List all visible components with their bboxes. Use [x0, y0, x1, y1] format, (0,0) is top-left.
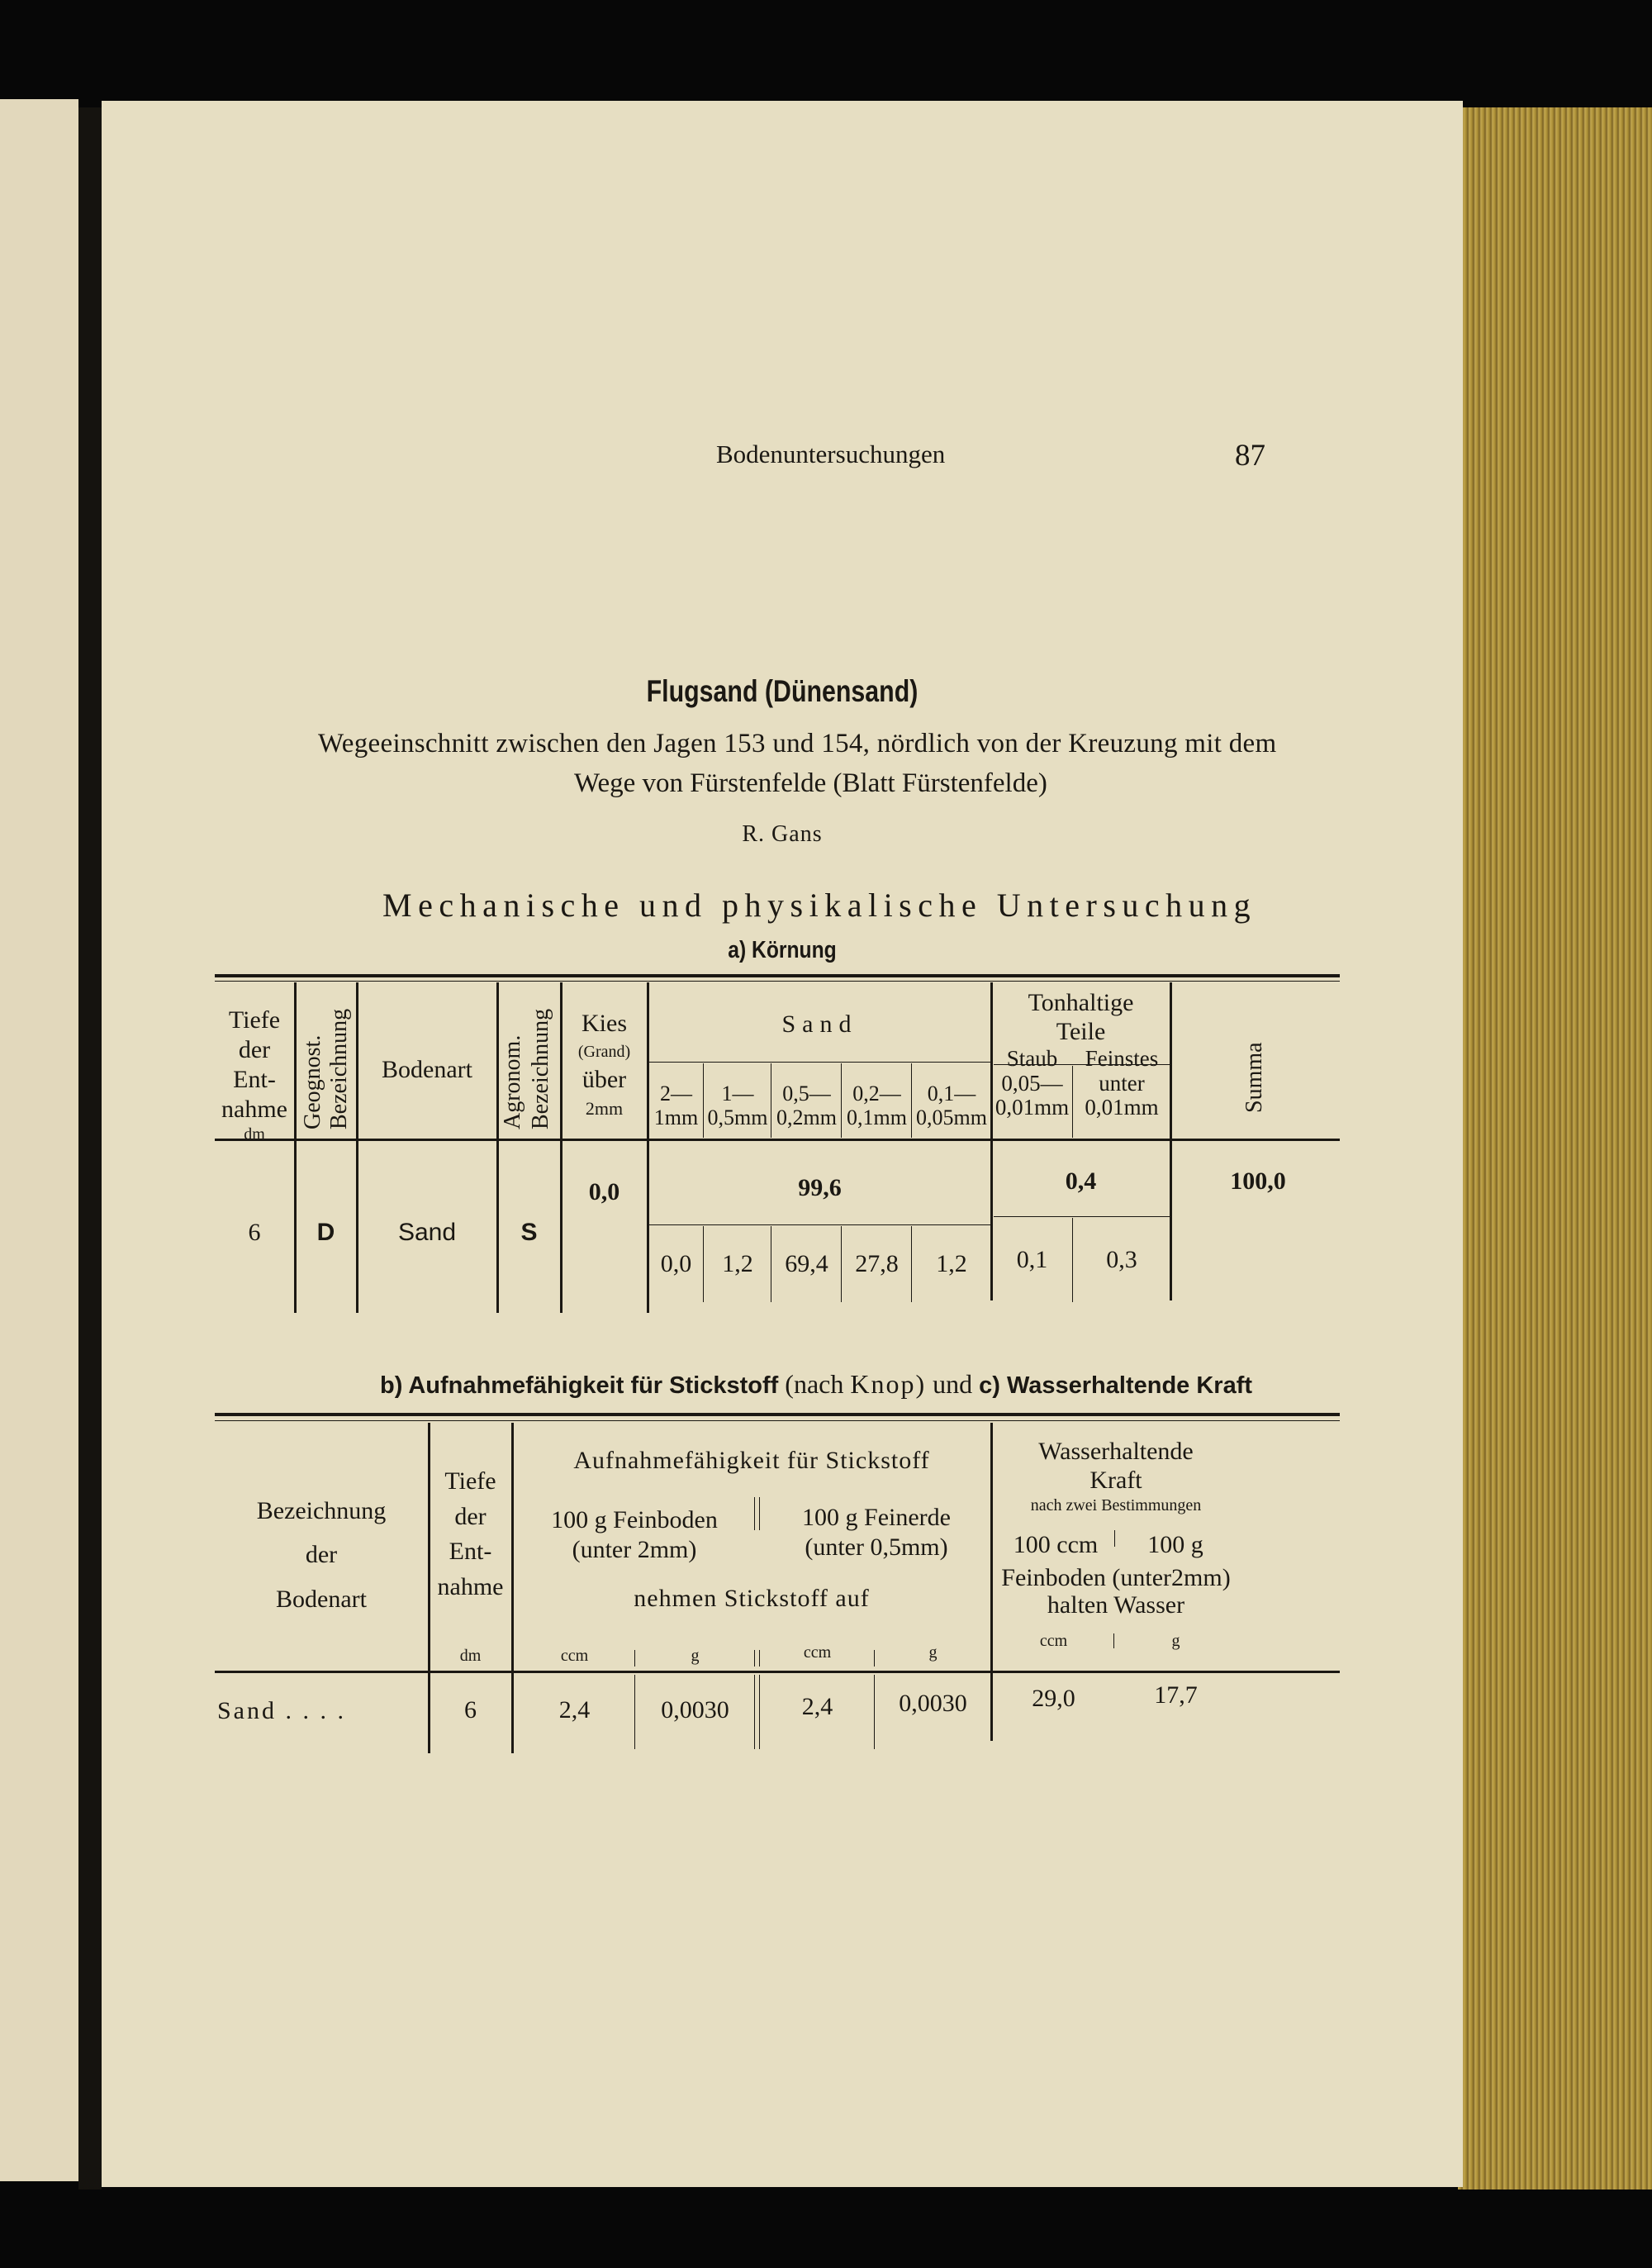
gutter [78, 107, 102, 2190]
unit-ccm-w: ccm [1039, 1632, 1068, 1650]
cell-sand-5: 1,2 [936, 1250, 967, 1277]
header-bezeichnung: Bezeichnung der Bodenart [256, 1497, 387, 1613]
header-bodenart: Bodenart [382, 1056, 472, 1083]
header-kies: Kies (Grand) über 2mm [577, 1010, 631, 1119]
header-feinerde: 100 g Feinerde (unter 0,5mm) [802, 1504, 951, 1561]
location-line-1: Wegeeinschnitt zwischen den Jagen 153 und 154, nördlich von der Kreuzung mit dem [318, 729, 1277, 758]
unit-g-2: g [928, 1643, 938, 1662]
header-sand-1-05: 1— 0,5mm [707, 1082, 768, 1129]
cell-wasser-g: 17,7 [1154, 1681, 1198, 1709]
cell-tiefe-b: 6 [464, 1696, 477, 1724]
cell-sand-3: 69,4 [785, 1250, 828, 1277]
header-wasser-100ccm: 100 ccm [1013, 1531, 1099, 1558]
cell-sand-2: 1,2 [722, 1250, 753, 1277]
unit-dm-b: dm [459, 1647, 482, 1665]
header-wasser-feinboden: Feinboden (unter2mm) [1001, 1564, 1231, 1591]
cell-sand-total: 99,6 [798, 1174, 842, 1201]
subheading-b-c: b) Aufnahmefähigkeit für Stickstoff (nach Knop) und c) Wasserhaltende Kraft [380, 1369, 1253, 1399]
header-agronom-1: Agronom. [500, 1034, 525, 1129]
unit-ccm-2: ccm [803, 1643, 832, 1662]
cell-sand-4: 27,8 [855, 1250, 899, 1277]
header-nehmen: nehmen Stickstoff auf [634, 1585, 870, 1612]
header-geognost-1: Geognost. [300, 1034, 325, 1129]
header-geognost-2: Bezeichnung [326, 1008, 352, 1129]
cell-wasser-ccm: 29,0 [1032, 1685, 1075, 1712]
subheading-a: a) Körnung [728, 937, 837, 963]
section-title: Flugsand (Dünensand) [646, 674, 919, 708]
section-heading: Mechanische und physikalische Untersuchung [382, 887, 1257, 924]
header-feinstes: Feinstes unter 0,01mm [1085, 1046, 1159, 1120]
page-number: 87 [1235, 439, 1265, 473]
location-line-2: Wege von Fürstenfelde (Blatt Fürstenfelde) [574, 768, 1047, 798]
header-sand: Sand [781, 1010, 858, 1038]
cell-feinboden-g: 0,0030 [661, 1696, 729, 1724]
header-agronom-2: Bezeichnung [528, 1008, 553, 1129]
header-feinboden: 100 g Feinboden (unter 2mm) [551, 1506, 718, 1563]
header-wasser: Wasserhaltende Kraft [1038, 1438, 1194, 1494]
cell-bodenart: Sand [397, 1219, 457, 1246]
cell-feinboden-ccm: 2,4 [558, 1696, 591, 1724]
header-sand-02-01: 0,2— 0,1mm [847, 1082, 907, 1129]
cell-geognost: D [316, 1219, 335, 1246]
cell-bodenart-b: Sand . . . . [217, 1697, 346, 1724]
cell-feinerde-ccm: 2,4 [801, 1693, 833, 1720]
cell-feinstes: 0,3 [1106, 1246, 1137, 1273]
previous-page-edge [0, 99, 78, 2181]
unit-g-w: g [1171, 1632, 1180, 1650]
cell-feinerde-g: 0,0030 [899, 1690, 967, 1717]
author: R. Gans [742, 821, 823, 847]
book-page-edges [1458, 107, 1652, 2190]
header-sand-05-02: 0,5— 0,2mm [776, 1082, 837, 1129]
cell-kies: 0,0 [588, 1178, 620, 1205]
cell-summa: 100,0 [1230, 1167, 1286, 1195]
header-sand-01-005: 0,1— 0,05mm [916, 1082, 987, 1129]
header-sand-2-1: 2— 1mm [653, 1082, 699, 1129]
header-nach-zwei: nach zwei Bestimmungen [1030, 1496, 1202, 1514]
book-page [102, 101, 1463, 2187]
header-summa: Summa [1241, 1042, 1267, 1113]
header-tiefe-b: Tiefe der Ent- nahme [437, 1467, 504, 1600]
unit-ccm-1: ccm [560, 1647, 589, 1665]
cell-ton-total: 0,4 [1065, 1167, 1097, 1195]
header-wasser-halten: halten Wasser [1047, 1591, 1185, 1619]
header-staub: Staub 0,05— 0,01mm [995, 1046, 1070, 1120]
running-header: Bodenuntersuchungen [716, 440, 946, 468]
cell-agronom: S [520, 1219, 538, 1246]
cell-staub: 0,1 [1016, 1246, 1048, 1273]
header-tiefe: Tiefe der Ent- nahme dm [221, 1006, 287, 1144]
header-aufnahme: Aufnahmefähigkeit für Stickstoff [573, 1447, 930, 1474]
header-tonhaltige: Tonhaltige Teile [1028, 989, 1134, 1045]
unit-g-1: g [691, 1647, 700, 1665]
cell-sand-1: 0,0 [660, 1250, 692, 1277]
header-wasser-100g: 100 g [1147, 1531, 1203, 1558]
cell-tiefe: 6 [248, 1219, 261, 1246]
